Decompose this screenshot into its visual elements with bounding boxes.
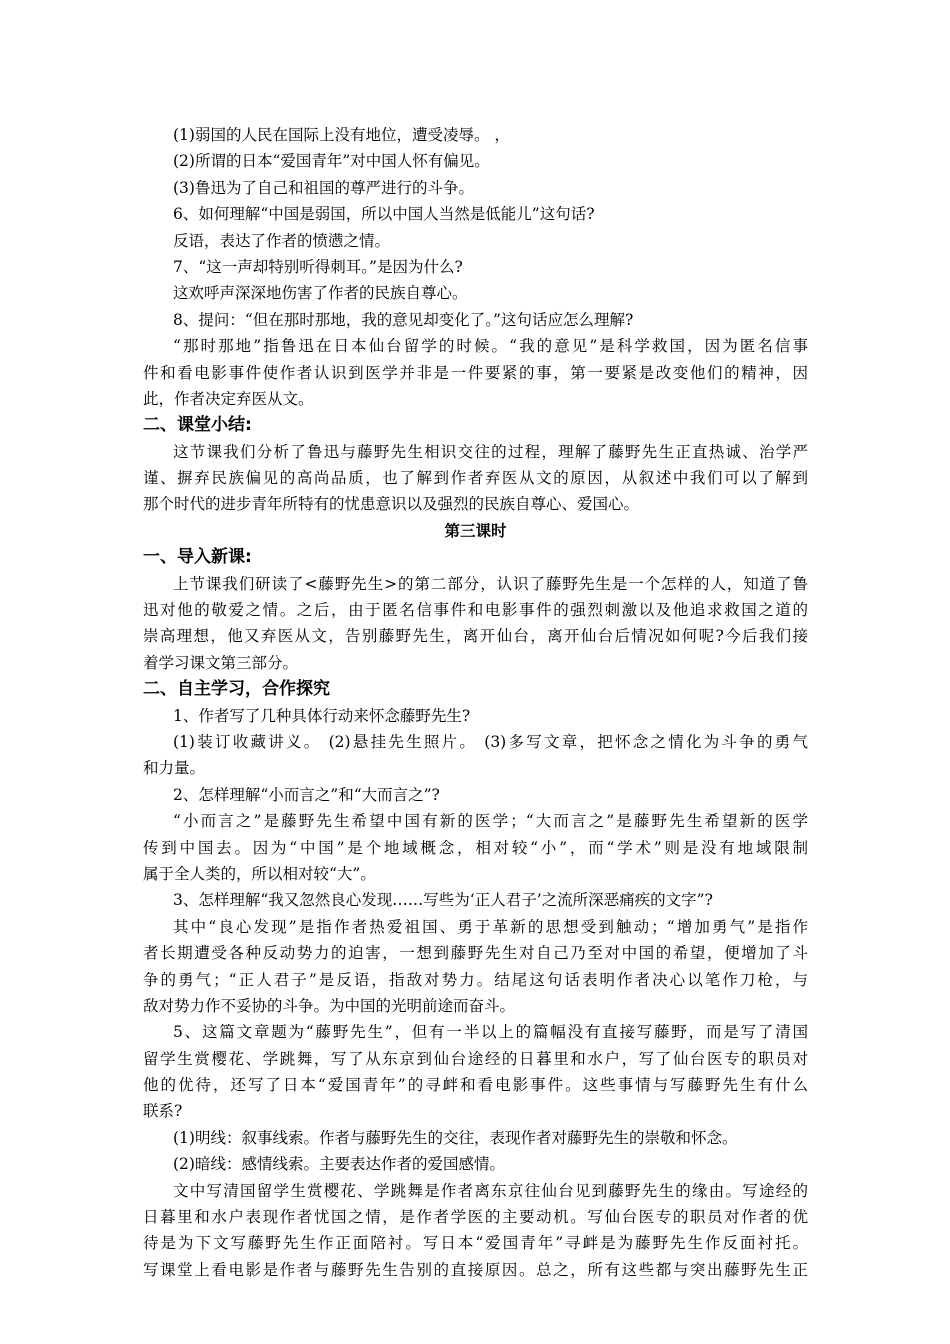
text-line: 那个时代的进步青年所特有的忧患意识以及强烈的民族自尊心、爱国心。 — [143, 495, 640, 514]
text-line: (1)装订收藏讲义。 (2)悬挂先生照片。 (3)多写文章，把怀念之情化为斗争的勇气 — [173, 732, 808, 751]
text-line: 其中“良心发现”是指作者热爱祖国、勇于革新的思想受到触动；“增加勇气”是指作 — [173, 917, 808, 936]
text-line: 2、怎样理解“小而言之”和“大而言之”? — [173, 785, 440, 804]
text-line: 此，作者决定弃医从文。 — [143, 389, 314, 408]
text-line: “小而言之”是藤野先生希望中国有新的医学；“大而言之”是藤野先生希望新的医学 — [173, 812, 808, 831]
text-line: (3)鲁迅为了自己和祖国的尊严进行的斗争。 — [173, 178, 474, 197]
text-line: 和力量。 — [143, 759, 206, 778]
text-line: 着学习课文第三部分。 — [143, 653, 299, 672]
text-line: 敌对势力作不妥协的斗争。为中国的光明前途而奋斗。 — [143, 996, 516, 1015]
text-line: (2)暗线：感情线索。主要表达作者的爱国感情。 — [173, 1155, 505, 1174]
text-line: 待是为下文写藤野先生作正面陪衬。写日本“爱国青年”寻衅是为藤野先生作反面衬托。 — [143, 1234, 808, 1253]
section-intro — [143, 571, 808, 677]
lesson-title: 第三课时 — [444, 521, 507, 540]
text-line: 写课堂上看电影是作者与藤野先生告别的直接原因。总之，所有这些都与突出藤野先生正 — [143, 1260, 808, 1279]
text-line: 日暮里和水户表现作者忧国之情，是作者学医的主要动机。写仙台医专的职员对作者的优 — [143, 1208, 808, 1227]
text-line: (1)弱国的人民在国际上没有地位，遭受凌辱。 ， — [173, 126, 510, 144]
intro-heading: 一、导入新课: — [143, 547, 252, 568]
text-line: 文中写清国留学生赏樱花、学跳舞是作者离东京往仙台见到藤野先生的缘由。写途经的 — [173, 1181, 808, 1200]
text-line: 这节课我们分析了鲁迅与藤野先生相识交往的过程，理解了藤野先生正直热诚、治学严 — [173, 442, 808, 461]
text-line: 1、作者写了几种具体行动来怀念藤野先生? — [173, 706, 471, 725]
text-line: 崇高理想，他又弃医从文，告别藤野先生，离开仙台，离开仙台后情况如何呢?今后我们接 — [143, 627, 808, 646]
text-line: 者长期遭受各种反动势力的迫害，一想到藤野先生对自己乃至对中国的希望，便增加了斗 — [143, 944, 808, 963]
text-line: 联系? — [143, 1102, 183, 1121]
summary-heading: 二、课堂小结: — [143, 415, 252, 436]
document-page — [143, 122, 808, 1283]
section-summary — [143, 439, 808, 518]
section-study — [143, 703, 808, 1284]
text-line: 7、“这一声却特别听得刺耳。”是因为什么? — [173, 257, 463, 276]
section-top — [143, 122, 808, 412]
text-line: 反语，表达了作者的愤懑之情。 — [173, 231, 391, 250]
text-line: 件和看电影事件使作者认识到医学并非是一件要紧的事，第一要紧是改变他们的精神，因 — [143, 363, 808, 382]
text-line: 这欢呼声深深地伤害了作者的民族自尊心。 — [173, 284, 468, 303]
text-line: 5、这篇文章题为“藤野先生”，但有一半以上的篇幅没有直接写藤野，而是写了清国 — [173, 1023, 808, 1042]
text-line: 8、提问：“但在那时那地，我的意见却变化了。”这句话应怎么理解? — [173, 310, 634, 329]
text-line: 他的优待，还写了日本“爱国青年”的寻衅和看电影事件。这些事情与写藤野先生有什么 — [143, 1076, 808, 1095]
text-line: (1)明线：叙事线索。作者与藤野先生的交往，表现作者对藤野先生的崇敬和怀念。 — [173, 1128, 738, 1147]
text-line: 上节课我们研读了<藤野先生>的第二部分，认识了藤野先生是一个怎样的人，知道了鲁 — [173, 574, 808, 593]
text-line: 谨、摒弃民族偏见的高尚品质，也了解到作者弃医从文的原因，从叙述中我们可以了解到 — [143, 469, 808, 488]
text-line: 传到中国去。因为“中国”是个地域概念，相对较“小”，而“学术”则是没有地域限制 — [143, 838, 808, 857]
text-line: 6、如何理解“中国是弱国，所以中国人当然是低能儿”这句话? — [173, 205, 595, 224]
study-heading: 二、自主学习，合作探究 — [143, 679, 330, 700]
text-line: (2)所谓的日本“爱国青年”对中国人怀有偏见。 — [173, 152, 490, 171]
text-line: 争的勇气；“正人君子”是反语，指敌对势力。结尾这句话表明作者决心以笔作刀枪，与 — [143, 970, 808, 989]
text-line: 属于全人类的，所以相对较“大”。 — [143, 864, 376, 883]
text-line: 3、怎样理解“我又忽然良心发现……写些为‘正人君子’之流所深恶痛疾的文字”? — [173, 891, 713, 910]
text-line: 迅对他的敬爱之情。之后，由于匿名信事件和电影事件的强烈刺激以及他追求救国之道的 — [143, 601, 808, 620]
text-line: 留学生赏樱花、学跳舞，写了从东京到仙台途经的日暮里和水户，写了仙台医专的职员对 — [143, 1049, 808, 1068]
text-line: “那时那地”指鲁迅在日本仙台留学的时候。“我的意见”是科学救国，因为匿名信事 — [173, 337, 808, 356]
